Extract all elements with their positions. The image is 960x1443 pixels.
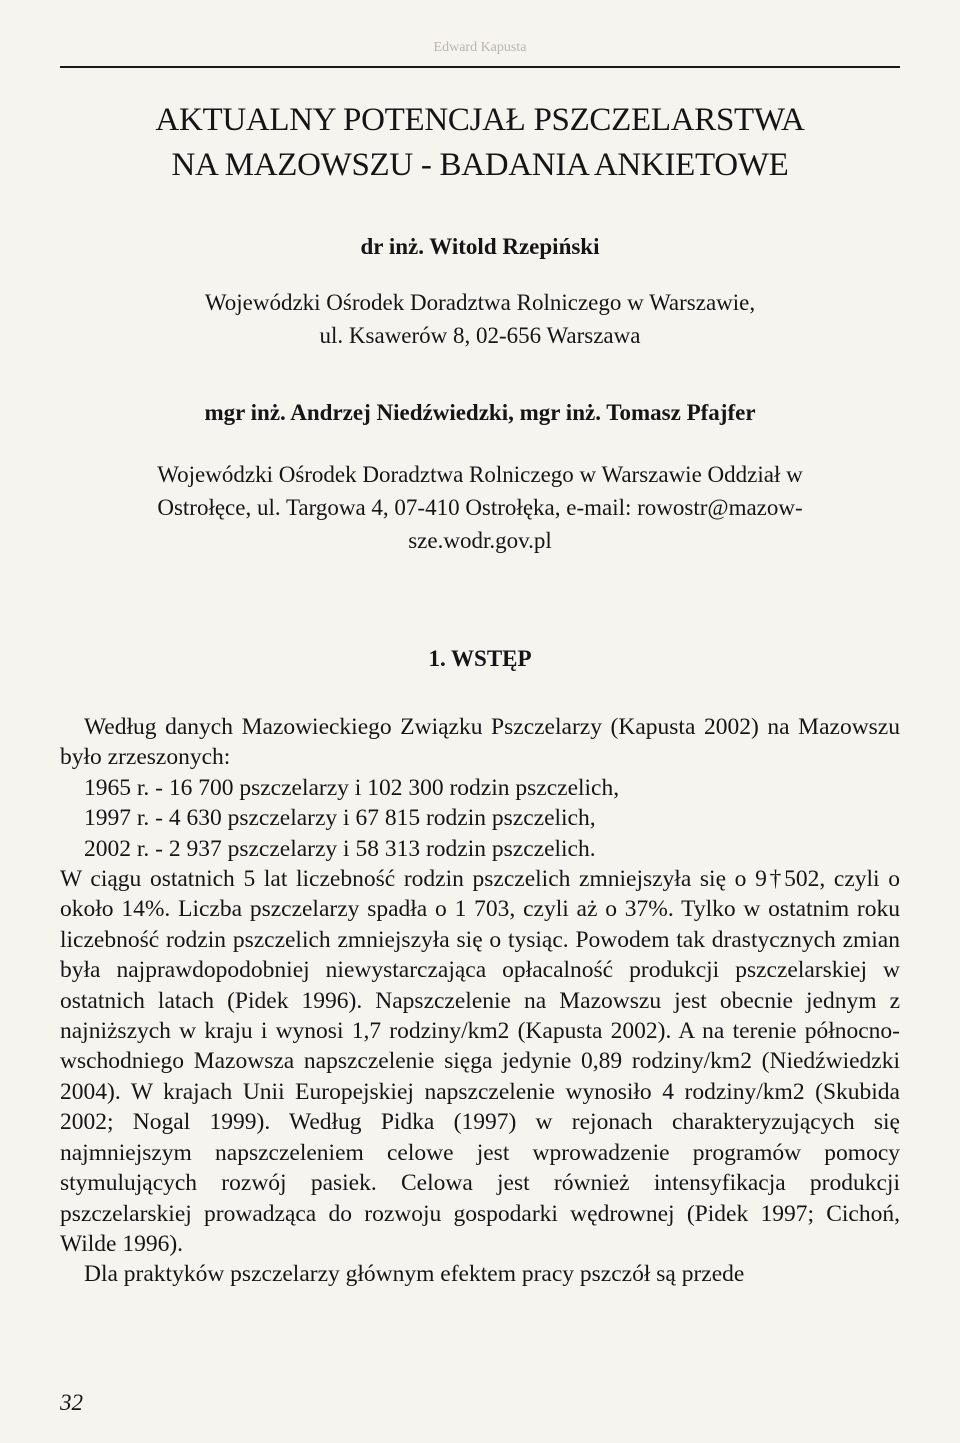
author-primary: dr inż. Witold Rzepiński	[360, 234, 600, 259]
affiliation-primary-line-2: ul. Ksawerów 8, 02-656 Warszawa	[319, 323, 641, 348]
article-title	[60, 98, 900, 188]
section-body	[60, 712, 900, 1290]
affiliation-secondary-line-1: Wojewódzki Ośrodek Doradztwa Rolniczego w Warszawie Oddział w	[157, 462, 803, 487]
section-heading: 1. WSTĘP	[428, 646, 532, 671]
affiliation-secondary-line-2: Ostrołęce, ul. Targowa 4, 07-410 Ostrołęka, e-mail: rowostr@mazow-	[157, 495, 803, 520]
intro-paragraph: Według danych Mazowieckiego Związku Pszczelarzy (Kapusta 2002) na Mazowszu było zrzeszonych:	[60, 714, 900, 771]
body-paragraph: Dla praktyków pszczelarzy głównym efektem pracy pszczół są przede	[84, 1261, 745, 1288]
affiliation-primary-line-1: Wojewódzki Ośrodek Doradztwa Rolniczego w Warszawie,	[204, 290, 756, 315]
list-item: 2002 r. - 2 937 pszczelarzy i 58 313 rodzin pszczelich.	[84, 835, 596, 862]
body-paragraph: W ciągu ostatnich 5 lat liczebność rodzin pszczelich zmniejszyła się o 9†502, czyli o około 14%. Liczba pszczelarzy spadła o 1 703, czyli aż o 37%. Tylko w ostatnim roku liczebność rodzin pszczelich zmniejszyła się o tysiąc. Powodem tak drastycznych zmian była najprawdopodobniej niewystarczająca opłacalność produkcji pszczelarskiej w ostatnich latach (Pidek 1996). Napszczelenie na Mazowszu jest obecnie jednym z najniższych w kraju i wynosi 1,7 rodziny/km2 (Kapusta 2002). A na terenie północno-wschodniego Mazowsza napszczelenie sięga jedynie 0,89 rodziny/km2 (Niedźwiedzki 2004). W krajach Unii Europejskiej napszczelenie wynosiło 4 rodziny/km2 (Skubida 2002; Nogal 1999). Według Pidka (1997) w rejonach charakteryzujących się najmniejszym napszczeleniem celowe jest wprowadzenie programów pomocy stymulujących rozwój pasiek. Celowa jest również intensyfikacja produkcji pszczelarskiej prowadząca do rozwoju gospodarki wędrownej (Pidek 1997; Cichoń, Wilde 1996).	[60, 866, 900, 1257]
list-item: 1965 r. - 16 700 pszczelarzy i 102 300 rodzin pszczelich,	[84, 774, 620, 801]
running-head: Edward Kapusta	[433, 40, 527, 55]
affiliation-primary	[85, 286, 875, 352]
author-secondary: mgr inż. Andrzej Niedźwiedzki, mgr inż. Tomasz Pfajfer	[204, 400, 756, 425]
header-rule	[60, 66, 900, 68]
title-line-2: NA MAZOWSZU - BADANIA ANKIETOWE	[171, 147, 789, 183]
affiliation-secondary-line-3: sze.wodr.gov.pl	[408, 528, 552, 553]
affiliation-secondary	[85, 458, 875, 557]
title-line-1: AKTUALNY POTENCJAŁ PSZCZELARSTWA	[155, 102, 805, 138]
page-number: 32	[60, 1390, 83, 1415]
list-item: 1997 r. - 4 630 pszczelarzy i 67 815 rodzin pszczelich,	[84, 805, 596, 832]
